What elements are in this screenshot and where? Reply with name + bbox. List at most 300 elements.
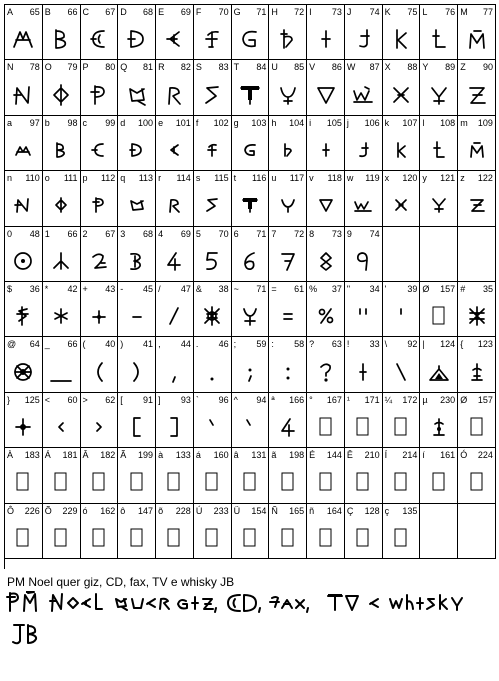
glyph-cell — [81, 171, 119, 226]
glyph-L — [420, 21, 457, 57]
missing-glyph-box — [43, 520, 80, 556]
cell-character: = — [271, 283, 277, 294]
glyph-f — [194, 132, 231, 168]
cell-label — [271, 229, 304, 240]
cell-character: Â — [82, 450, 89, 461]
glyph-cell — [345, 448, 383, 503]
cell-code: 37 — [331, 283, 342, 294]
cell-label — [347, 62, 380, 73]
glyph-cell — [383, 448, 421, 503]
glyph-cell — [43, 337, 81, 392]
cell-label — [7, 339, 40, 350]
cell-label — [83, 284, 116, 295]
cell-label — [347, 395, 380, 406]
grid-row — [5, 60, 496, 115]
cell-code: 74 — [369, 228, 380, 239]
missing-glyph-box — [81, 520, 118, 556]
grid-row — [5, 337, 496, 392]
cell-character: m — [460, 117, 468, 128]
cell-character: T — [233, 62, 240, 73]
glyph-J — [345, 21, 382, 57]
cell-code: 72 — [294, 7, 305, 17]
glyph-d0 — [5, 243, 42, 279]
cell-label — [7, 173, 40, 184]
cell-code: 172 — [402, 394, 418, 405]
cell-label — [460, 395, 493, 406]
cell-character: Ó — [460, 450, 468, 461]
cell-label — [271, 395, 304, 406]
cell-label — [460, 229, 493, 240]
cell-code: 147 — [138, 505, 154, 516]
missing-glyph-box — [345, 464, 382, 500]
cell-label — [422, 506, 455, 517]
missing-glyph-box — [194, 464, 231, 500]
cell-character: ã — [271, 450, 277, 461]
cell-code: 123 — [477, 339, 493, 350]
glyph-equals — [269, 298, 306, 334]
cell-character: z — [460, 173, 465, 184]
cell-code: 226 — [24, 505, 40, 516]
cell-character: - — [120, 283, 124, 294]
glyph-cell — [5, 393, 43, 448]
glyph-cell — [156, 5, 194, 60]
cell-character: 5 — [195, 228, 201, 239]
cell-character: p — [82, 173, 88, 184]
cell-code: 87 — [369, 62, 380, 73]
cell-label — [196, 450, 229, 461]
cell-label — [385, 339, 418, 350]
glyph-o — [43, 187, 80, 223]
glyph-R — [156, 76, 193, 112]
cell-label — [158, 284, 191, 295]
glyph-cell — [269, 282, 307, 337]
cell-code: 47 — [180, 283, 191, 294]
cell-label — [422, 284, 455, 295]
glyph-cell — [383, 5, 421, 60]
cell-character: S — [195, 62, 202, 73]
cell-code: 166 — [289, 394, 305, 405]
glyph-cell — [420, 337, 458, 392]
cell-label — [271, 173, 304, 184]
cell-label — [120, 118, 153, 129]
cell-code: 65 — [29, 7, 40, 17]
cell-label — [196, 339, 229, 350]
cell-code: 90 — [482, 62, 493, 73]
cell-character: X — [384, 62, 391, 73]
cell-character: D — [120, 7, 127, 17]
missing-glyph-box — [383, 520, 420, 556]
cell-code: 114 — [176, 173, 191, 184]
cell-code: 88 — [407, 62, 418, 73]
cell-code: 125 — [24, 394, 40, 405]
cell-label — [234, 450, 267, 461]
glyph-cell — [43, 282, 81, 337]
glyph-cell — [269, 393, 307, 448]
cell-character: ñ — [309, 505, 315, 516]
cell-code: 104 — [289, 117, 305, 128]
sample-text: PM Noel quer giz, CD, fax, TV e whisky JB — [7, 575, 235, 589]
cell-code: 60 — [67, 394, 78, 405]
glyph-W — [345, 76, 382, 112]
cell-label — [234, 173, 267, 184]
glyph-cell — [118, 60, 156, 115]
cell-code: 34 — [369, 283, 380, 294]
cell-character: \ — [384, 339, 388, 350]
cell-character: & — [195, 283, 202, 294]
missing-glyph-box — [269, 520, 306, 556]
cell-character: C — [82, 7, 90, 17]
cell-code: 113 — [138, 173, 154, 184]
glyph-cell — [118, 5, 156, 60]
glyph-cell — [43, 5, 81, 60]
glyph-cell — [458, 393, 496, 448]
cell-label — [45, 173, 78, 184]
cell-code: 75 — [407, 7, 418, 17]
cell-code: 94 — [256, 394, 267, 405]
cell-code: 157 — [440, 283, 456, 294]
cell-label — [83, 229, 116, 240]
cell-character: 9 — [346, 228, 352, 239]
cell-label — [271, 62, 304, 73]
cell-label — [422, 118, 455, 129]
glyph-colon — [269, 353, 306, 389]
glyph-cell — [458, 282, 496, 337]
cell-label — [7, 395, 40, 406]
grid-row — [5, 5, 496, 60]
cell-label — [234, 339, 267, 350]
cell-character: x — [384, 173, 390, 184]
glyph-cell — [81, 393, 119, 448]
cell-label — [234, 506, 267, 517]
cell-character: 8 — [309, 228, 315, 239]
cell-character: G — [233, 7, 241, 17]
cell-character: P — [82, 62, 89, 73]
cell-character: H — [271, 7, 278, 17]
cell-code: 63 — [331, 339, 342, 350]
glyph-cell — [345, 504, 383, 559]
cell-character: q — [120, 173, 126, 184]
glyph-cell — [269, 116, 307, 171]
cell-code: 157 — [477, 394, 493, 405]
cell-character: B — [44, 7, 51, 17]
missing-glyph-box — [345, 520, 382, 556]
cell-character: f — [195, 117, 199, 128]
cell-character: 4 — [158, 228, 164, 239]
glyph-cell — [345, 393, 383, 448]
glyph-A — [5, 21, 42, 57]
character-map-grid — [4, 4, 496, 569]
cell-character: n — [7, 173, 13, 184]
cell-code: 167 — [326, 394, 342, 405]
cell-code: 115 — [214, 173, 229, 184]
glyph-cell — [383, 393, 421, 448]
cell-label — [83, 395, 116, 406]
cell-character: , — [158, 339, 161, 350]
missing-glyph-box — [420, 464, 457, 500]
cell-character: < — [44, 394, 51, 405]
glyph-d7 — [269, 243, 306, 279]
cell-code: 48 — [29, 228, 40, 239]
cell-character: : — [271, 339, 274, 350]
cell-character: o — [44, 173, 50, 184]
cell-character: { — [460, 339, 464, 350]
glyph-x — [383, 187, 420, 223]
cell-label — [7, 284, 40, 295]
glyph-cell — [5, 60, 43, 115]
sample-text-rendered — [6, 589, 496, 669]
cell-label — [271, 339, 304, 350]
cell-label — [271, 506, 304, 517]
cell-character: . — [195, 339, 199, 350]
empty-cell — [458, 504, 496, 559]
cell-code: 144 — [326, 450, 342, 461]
cell-code: 77 — [482, 7, 493, 17]
cell-label — [460, 62, 493, 73]
glyph-cell — [194, 337, 232, 392]
cell-character: v — [309, 173, 314, 184]
cell-label — [422, 450, 455, 461]
cell-label — [309, 450, 342, 461]
missing-glyph-box — [458, 464, 495, 500]
cell-character: b — [44, 117, 50, 128]
cell-label — [83, 450, 116, 461]
cell-character: O — [44, 62, 52, 73]
cell-character: I — [309, 7, 312, 17]
glyph-lbrace — [458, 353, 495, 389]
cell-code: 224 — [477, 450, 493, 461]
cell-character: 1 — [44, 228, 50, 239]
cell-character: r — [158, 173, 162, 184]
cell-label — [196, 229, 229, 240]
glyph-cell — [232, 60, 270, 115]
cell-code: 101 — [175, 117, 191, 128]
glyph-comma — [156, 353, 193, 389]
cell-code: 70 — [218, 7, 229, 17]
cell-code: 72 — [294, 228, 305, 239]
glyph-g — [232, 132, 269, 168]
cell-character: Ú — [195, 505, 203, 516]
glyph-rbracket — [156, 409, 193, 445]
glyph-cell — [5, 116, 43, 171]
glyph-plus — [81, 298, 118, 334]
cell-code: 41 — [143, 339, 154, 350]
cell-character: É — [309, 450, 316, 461]
empty-cell — [458, 227, 496, 282]
glyph-cell — [43, 448, 81, 503]
cell-character: Ø — [422, 283, 430, 294]
cell-character: ' — [384, 283, 387, 294]
missing-glyph-box — [458, 409, 495, 445]
cell-label — [234, 7, 267, 18]
cell-label — [158, 62, 191, 73]
glyph-cell — [156, 171, 194, 226]
glyph-s — [194, 187, 231, 223]
cell-character: Ê — [346, 450, 353, 461]
glyph-U — [269, 76, 306, 112]
cell-label — [460, 450, 493, 461]
cell-code: 102 — [213, 117, 229, 128]
missing-glyph-box — [156, 464, 193, 500]
cell-label — [422, 395, 455, 406]
cell-label — [158, 118, 191, 129]
glyph-cell — [420, 60, 458, 115]
glyph-cell — [5, 171, 43, 226]
cell-character: " — [346, 283, 351, 294]
cell-character: l — [422, 117, 425, 128]
glyph-l — [420, 132, 457, 168]
cell-character: Á — [44, 450, 51, 461]
cell-code: 59 — [256, 339, 267, 350]
glyph-cell — [156, 282, 194, 337]
cell-code: 92 — [407, 339, 418, 350]
glyph-cell — [118, 227, 156, 282]
missing-glyph-box — [269, 464, 306, 500]
cell-code: 73 — [331, 228, 342, 239]
cell-code: 117 — [289, 173, 305, 184]
cell-label — [309, 284, 342, 295]
cell-character: U — [271, 62, 278, 73]
glyph-B — [43, 21, 80, 57]
cell-label — [158, 339, 191, 350]
cell-character: $ — [7, 283, 13, 294]
cell-character: F — [195, 7, 202, 17]
sample-glyph-strip — [6, 589, 496, 669]
glyph-V — [307, 76, 344, 112]
cell-label — [120, 7, 153, 18]
glyph-cell — [420, 282, 458, 337]
glyph-cell — [156, 227, 194, 282]
cell-label — [460, 339, 493, 350]
cell-character: ; — [233, 339, 237, 350]
glyph-star — [43, 298, 80, 334]
cell-character: Y — [422, 62, 429, 73]
glyph-cell — [345, 337, 383, 392]
cell-label — [385, 506, 418, 517]
cell-character: E — [158, 7, 165, 17]
cell-character: À — [7, 450, 14, 461]
glyph-dquote — [345, 298, 382, 334]
glyph-cell — [194, 171, 232, 226]
glyph-b — [43, 132, 80, 168]
glyph-dollar — [5, 298, 42, 334]
cell-label — [347, 173, 380, 184]
glyph-cell — [156, 393, 194, 448]
cell-character: Q — [120, 62, 128, 73]
glyph-S — [194, 76, 231, 112]
cell-character: a — [7, 117, 13, 128]
cell-code: 230 — [440, 394, 456, 405]
glyph-micro — [420, 409, 457, 445]
grid-row — [5, 282, 496, 337]
cell-code: 89 — [445, 62, 456, 73]
cell-character: g — [233, 117, 239, 128]
glyph-u — [269, 187, 306, 223]
missing-glyph-box — [307, 520, 344, 556]
cell-code: 112 — [100, 173, 116, 184]
cell-character: % — [309, 283, 318, 294]
cell-character: w — [346, 173, 354, 184]
cell-code: 135 — [402, 505, 418, 516]
cell-label — [347, 118, 380, 129]
glyph-F — [194, 21, 231, 57]
glyph-cell — [307, 448, 345, 503]
cell-character: ç — [384, 505, 390, 516]
cell-label — [120, 229, 153, 240]
cell-label — [309, 7, 342, 18]
cell-character: R — [158, 62, 165, 73]
glyph-cell — [232, 5, 270, 60]
glyph-cell — [194, 448, 232, 503]
glyph-percent — [307, 298, 344, 334]
cell-code: 228 — [175, 505, 191, 516]
glyph-cell — [81, 116, 119, 171]
glyph-cell — [43, 116, 81, 171]
cell-character: Ã — [120, 450, 127, 461]
cell-code: 44 — [180, 339, 191, 350]
cell-character: ( — [82, 339, 86, 350]
cell-label — [422, 229, 455, 240]
cell-character: e — [158, 117, 164, 128]
cell-character: Ô — [7, 505, 15, 516]
glyph-cell — [458, 448, 496, 503]
cell-label — [347, 284, 380, 295]
cell-code: 42 — [67, 283, 78, 294]
glyph-cell — [383, 60, 421, 115]
cell-code: 199 — [138, 450, 154, 461]
missing-glyph-box — [5, 464, 42, 500]
glyph-cell — [345, 282, 383, 337]
cell-character: N — [7, 62, 14, 73]
cell-label — [309, 173, 342, 184]
grid-row — [5, 171, 496, 226]
cell-character: Õ — [44, 505, 52, 516]
cell-label — [120, 173, 153, 184]
cell-label — [120, 284, 153, 295]
glyph-P — [81, 76, 118, 112]
cell-character: d — [120, 117, 126, 128]
cell-code: 128 — [364, 505, 380, 516]
cell-label — [385, 118, 418, 129]
glyph-cell — [5, 227, 43, 282]
cell-label — [45, 7, 78, 18]
glyph-question — [307, 353, 344, 389]
glyph-cell — [232, 504, 270, 559]
cell-code: 183 — [24, 450, 40, 461]
glyph-cell — [420, 393, 458, 448]
glyph-cell — [194, 5, 232, 60]
cell-character: Ç — [346, 505, 354, 516]
cell-label — [460, 118, 493, 129]
cell-label — [158, 229, 191, 240]
cell-code: 131 — [251, 450, 267, 461]
cell-label — [45, 62, 78, 73]
cell-code: 98 — [67, 117, 78, 128]
glyph-d2 — [81, 243, 118, 279]
cell-label — [120, 339, 153, 350]
cell-character: 7 — [271, 228, 277, 239]
grid-row — [5, 116, 496, 171]
cell-label — [158, 506, 191, 517]
cell-code: 68 — [143, 228, 154, 239]
cell-code: 171 — [364, 394, 380, 405]
cell-code: 118 — [327, 173, 342, 184]
cell-character: â — [233, 450, 239, 461]
glyph-cell — [194, 393, 232, 448]
cell-label — [196, 118, 229, 129]
cell-character: ] — [158, 394, 161, 405]
cell-label — [234, 395, 267, 406]
glyph-cell — [156, 60, 194, 115]
